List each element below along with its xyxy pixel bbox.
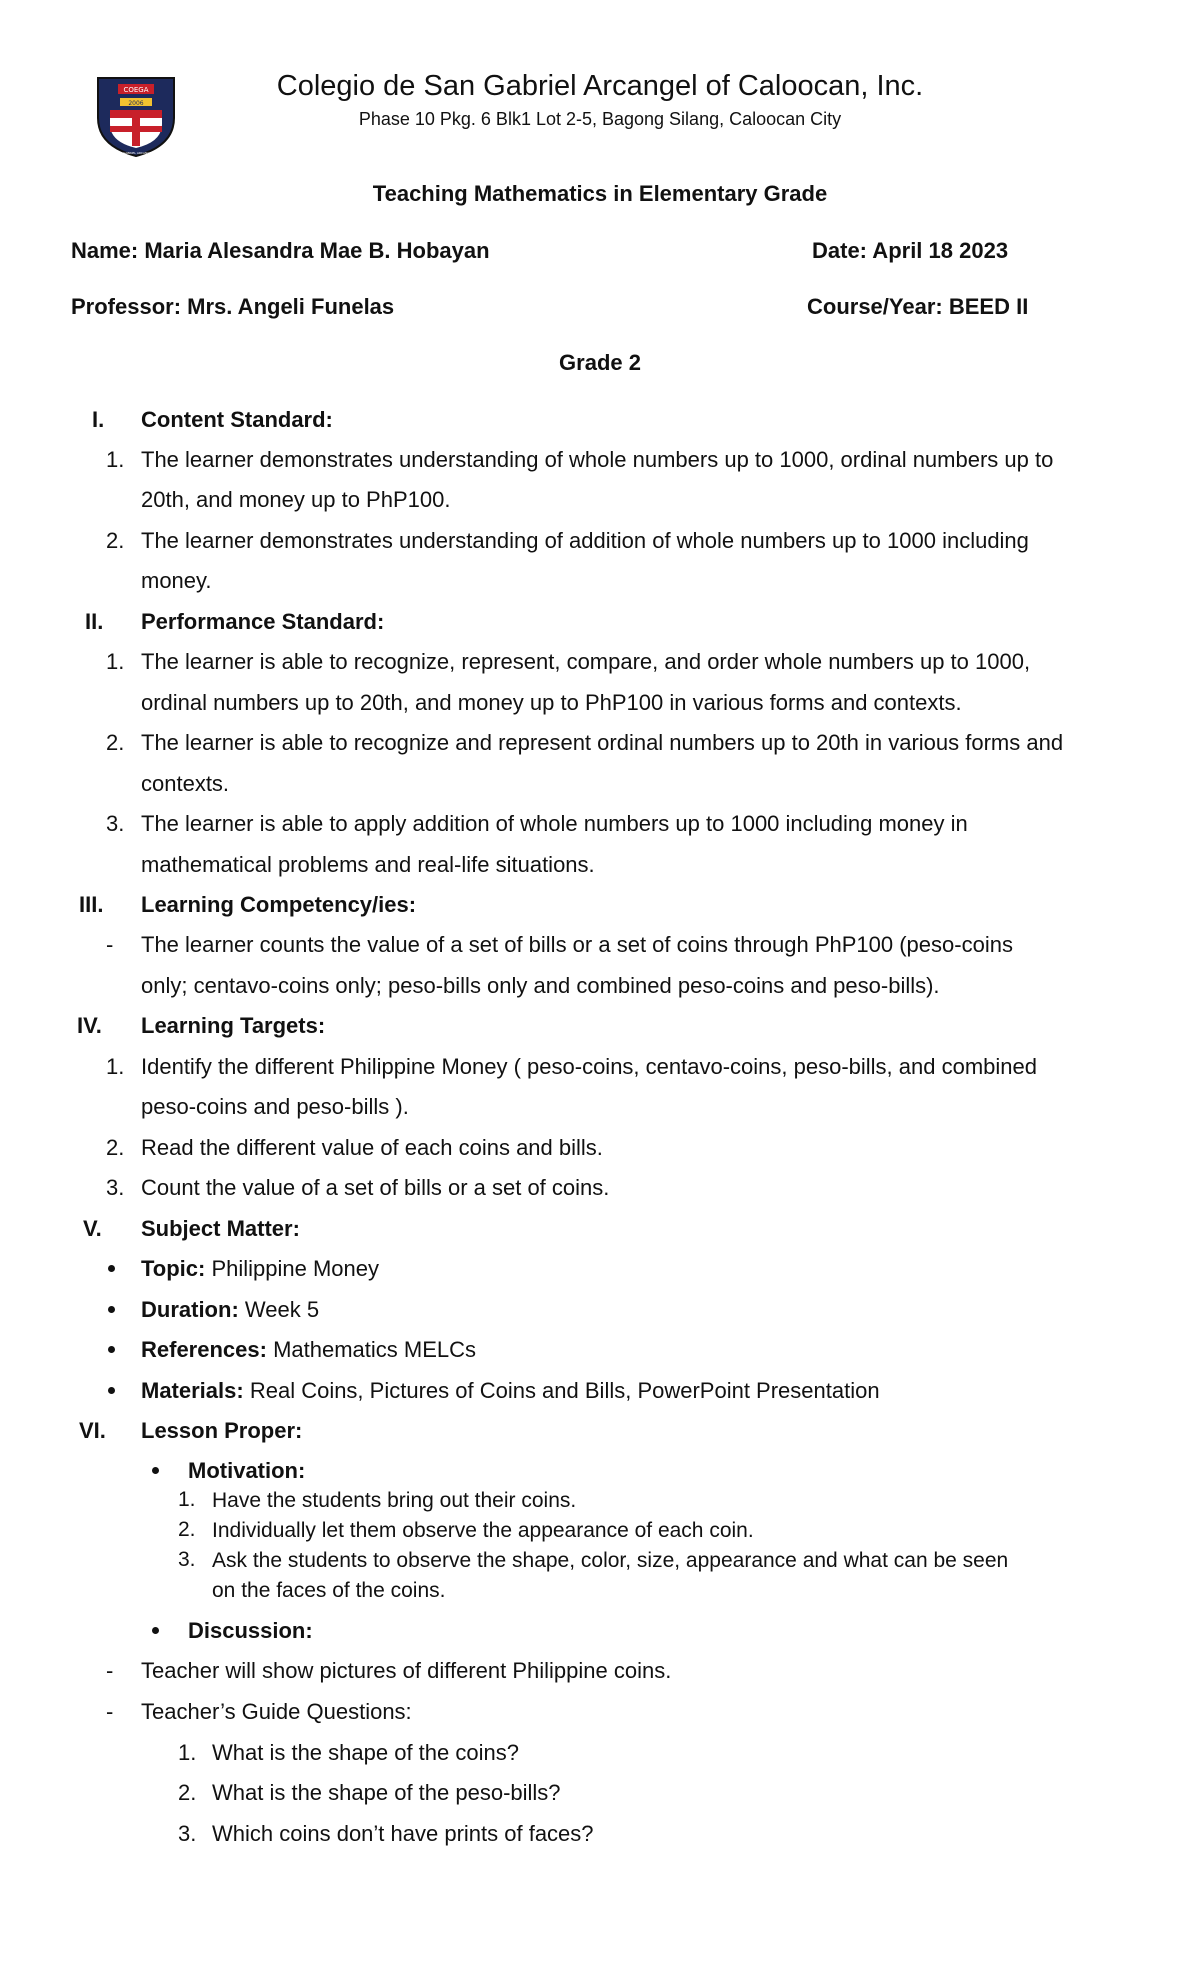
s4-item-3-number: 3.	[106, 1175, 125, 1200]
s1-item-2-line-1: The learner demonstrates understanding of addition of whole numbers up to 1000 including	[141, 528, 1029, 553]
section-5-title: Subject Matter:	[141, 1216, 300, 1241]
s2-item-3-line-2: mathematical problems and real-life situations.	[141, 852, 595, 877]
s2-item-2-line-1: The learner is able to recognize and represent ordinal numbers up to 20th in various forms and	[141, 730, 1064, 755]
section-2-numeral: II.	[85, 609, 104, 634]
s1-item-2-line-2: money.	[141, 568, 212, 593]
question-3-number: 3.	[178, 1821, 197, 1846]
seal-text-ring: COLEGIO DE SAN GABRIEL ARCANGEL OF CALOOCAN	[96, 151, 176, 155]
date: Date: April 18 2023	[812, 238, 1009, 263]
motivation-title: Motivation:	[188, 1458, 306, 1483]
subject-duration	[141, 1297, 319, 1323]
bullet-icon	[152, 1627, 159, 1634]
topic-value: Philippine Money	[205, 1256, 380, 1281]
bullet-icon	[108, 1306, 115, 1313]
section-3-numeral: III.	[79, 892, 104, 917]
references-value: Mathematics MELCs	[266, 1337, 477, 1362]
subject-title: Teaching Mathematics in Elementary Grade	[372, 181, 828, 206]
s3-item-1-line-2: only; centavo-coins only; peso-bills only and combined peso-coins and peso-bills).	[141, 973, 940, 998]
dash-icon: -	[106, 1699, 114, 1724]
question-2-number: 2.	[178, 1780, 197, 1805]
materials-value: Real Coins, Pictures of Coins and Bills, PowerPoint Presentation	[243, 1378, 880, 1403]
bullet-icon	[152, 1467, 159, 1474]
seal-text-top: COEGA	[123, 86, 149, 94]
section-2-title: Performance Standard:	[141, 609, 385, 634]
motivation-item-2-number: 2.	[178, 1518, 196, 1541]
s1-item-1-line-2: 20th, and money up to PhP100.	[141, 487, 451, 512]
s2-item-3-line-1: The learner is able to apply addition of whole numbers up to 1000 including money in	[141, 811, 968, 836]
student-name: Name: Maria Alesandra Mae B. Hobayan	[71, 238, 490, 263]
question-1-number: 1.	[178, 1740, 197, 1765]
bullet-icon	[108, 1346, 115, 1353]
section-5-numeral: V.	[83, 1216, 102, 1241]
s2-item-1-line-2: ordinal numbers up to 20th, and money up to PhP100 in various forms and contexts.	[141, 690, 962, 715]
references-label: References:	[141, 1337, 267, 1362]
s4-item-3-line-1: Count the value of a set of bills or a set of coins.	[141, 1175, 610, 1200]
s4-item-1-line-2: peso-coins and peso-bills ).	[141, 1094, 409, 1119]
school-address: Phase 10 Pkg. 6 Blk1 Lot 2-5, Bagong Silang, Caloocan City	[358, 109, 842, 129]
discussion-dash-1: Teacher will show pictures of different Philippine coins.	[141, 1658, 672, 1683]
s2-item-2-line-2: contexts.	[141, 771, 230, 796]
school-name: Colegio de San Gabriel Arcangel of Caloocan, Inc.	[276, 70, 924, 102]
s1-item-1-line-1: The learner demonstrates understanding of whole numbers up to 1000, ordinal numbers up to	[141, 447, 1054, 472]
subject-materials	[141, 1378, 880, 1404]
section-4-numeral: IV.	[77, 1013, 102, 1038]
section-6-numeral: VI.	[79, 1418, 106, 1443]
section-1-numeral: I.	[92, 407, 105, 432]
materials-label: Materials:	[141, 1378, 244, 1403]
section-3-title: Learning Competency/ies:	[141, 892, 417, 917]
motivation-item-3-number: 3.	[178, 1548, 196, 1571]
s2-item-1-number: 1.	[106, 649, 125, 674]
topic-label: Topic:	[141, 1256, 206, 1281]
seal-text-year: 2006	[128, 100, 144, 107]
s4-item-2-line-1: Read the different value of each coins and bills.	[141, 1135, 603, 1160]
duration-value: Week 5	[238, 1297, 320, 1322]
s3-item-1-dash: -	[106, 932, 114, 957]
s4-item-1-line-1: Identify the different Philippine Money ( peso-coins, centavo-coins, peso-bills, and combined	[141, 1054, 1037, 1079]
subject-topic	[141, 1256, 379, 1282]
discussion-dash-2: Teacher’s Guide Questions:	[141, 1699, 412, 1724]
motivation-item-1-number: 1.	[178, 1488, 196, 1511]
grade-level: Grade 2	[559, 350, 641, 375]
bullet-icon	[108, 1387, 115, 1394]
section-6-title: Lesson Proper:	[141, 1418, 303, 1443]
motivation-item-1: Have the students bring out their coins.	[212, 1489, 577, 1512]
discussion-title: Discussion:	[188, 1618, 313, 1643]
bullet-icon	[108, 1265, 115, 1272]
s2-item-2-number: 2.	[106, 730, 125, 755]
section-4-title: Learning Targets:	[141, 1013, 326, 1038]
subject-references	[141, 1337, 476, 1363]
motivation-item-3-line-1: Ask the students to observe the shape, color, size, appearance and what can be seen	[212, 1549, 1009, 1572]
section-1-title: Content Standard:	[141, 407, 333, 432]
s1-item-1-number: 1.	[106, 447, 125, 472]
s2-item-1-line-1: The learner is able to recognize, represent, compare, and order whole numbers up to 1000,	[141, 649, 1031, 674]
motivation-item-3-line-2: on the faces of the coins.	[212, 1579, 446, 1602]
question-3: Which coins don’t have prints of faces?	[212, 1821, 594, 1846]
s2-item-3-number: 3.	[106, 811, 125, 836]
s3-item-1-line-1: The learner counts the value of a set of bills or a set of coins through PhP100 (peso-coins	[141, 932, 1013, 957]
dash-icon: -	[106, 1658, 114, 1683]
question-1: What is the shape of the coins?	[212, 1740, 519, 1765]
s4-item-2-number: 2.	[106, 1135, 125, 1160]
course-year: Course/Year: BEED II	[807, 294, 1029, 319]
motivation-item-2: Individually let them observe the appearance of each coin.	[212, 1519, 754, 1542]
question-2: What is the shape of the peso-bills?	[212, 1780, 561, 1805]
professor: Professor: Mrs. Angeli Funelas	[71, 294, 395, 319]
duration-label: Duration:	[141, 1297, 239, 1322]
s1-item-2-number: 2.	[106, 528, 125, 553]
s4-item-1-number: 1.	[106, 1054, 125, 1079]
